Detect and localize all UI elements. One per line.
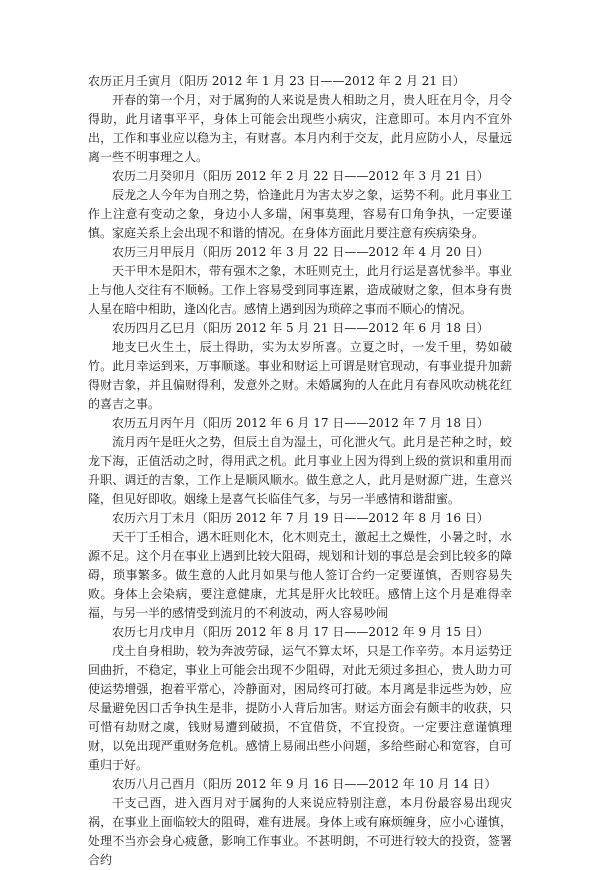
month-paragraph: 开春的第一个月，对于属狗的人来说是贵人相助之月，贵人旺在月令，月令得助，此月诸事平平，身体上可能会出现些小病灾，注意即可。本月内不宜外出，工作和事业应以稳为主，有财喜。本月内利于交友，此月应防小人，尽量远离一些不明事理之人。 (88, 93, 512, 164)
month-paragraph: 戊土自身相助，较为奔波劳碌，运气不算太坏，只是工作辛劳。本月运势迂回曲折，不稳定，事业上可能会出现不少阻碍，对此无须过多担心，贵人助力可使运势增强，抱着平常心，冷静面对，困局终可打破。本月离是非远些为妙，应尽量避免因口舌争执生是非，提防小人背后加害。财运方面会有颇丰的收获，只可惜有劫财之虞，钱财易遭到破损，不宜借贷，不宜投资。一定要注意谨慎理财，以免出现严重财务危机。感情上易闹出些小问题，多给些耐心和宽容，自可重归于好。 (88, 644, 512, 772)
month-paragraph: 天干甲木是阳木，带有强木之象，木旺则克土，此月行运是喜忧参半。事业上与他人交往有不顺畅。工作上容易受到同事连累，造成破财之象，但本身有贵人星在暗中相助，逢凶化吉。感情上遇到因为琐碎之事而不顺心的情况。 (88, 264, 512, 316)
month-paragraph: 流月丙午是旺火之势，但辰土自为湿土，可化泄火气。此月是芒种之时，蛟龙下海，正值活动之时，得用武之机。此月事业上因为得到上级的赏识和重用而升职、调迁的吉象，工作上是顺风顺水。做生意之人，此月是财源广进，生意兴隆，但见好即收。姻缘上是喜气长临佳气多，与另一半感情和谐甜蜜。 (88, 435, 512, 506)
month-section-3 (88, 243, 512, 319)
month-heading: 农历三月甲辰月（阳历 2012 年 3 月 22 日——2012 年 4 月 20 日） (112, 245, 489, 259)
month-section-5 (88, 414, 512, 509)
month-paragraph: 天干丁壬相合，遇木旺则化木，化木则克土，激起土之燥性，小暑之时，水源不足。这个月在事业上遇到比较大阻碍，规划和计划的事总是会到比较多的障碍，琐事繁多。做生意的人此月如果与他人签订合约一定要谨慎，否则容易失败。身体上会染病，要注意健康，尤其是肝火比较旺。感情上这个月是难得幸福，与另一半的感情受到流月的不利波动，两人容易吵闹 (88, 530, 512, 620)
month-paragraph: 干支己酉，进入酉月对于属狗的人来说应特别注意，本月份最容易出现灾祸，在事业上面临较大的阻碍，难有进展。身体上或有麻烦缠身，应小心谨慎，处理不当亦会身心疲惫，影响工作事业。不甚明朗，不可进行较大的投资，签署合约 (88, 796, 512, 867)
month-heading: 农历五月丙午月（阳历 2012 年 6 月 17 日——2012 年 7 月 18 日） (112, 416, 489, 430)
month-section-7 (88, 623, 512, 775)
month-heading: 农历二月癸卯月（阳历 2012 年 2 月 22 日——2012 年 3 月 21 日） (112, 169, 489, 183)
month-section-2 (88, 167, 512, 243)
document-page (88, 72, 512, 870)
month-section-1 (88, 72, 512, 167)
month-section-6 (88, 509, 512, 623)
month-heading: 农历八月己酉月（阳历 2012 年 9 月 16 日——2012 年 10 月 14 日） (112, 777, 497, 791)
month-heading: 农历正月壬寅月（阳历 2012 年 1 月 23 日——2012 年 2 月 21 日） (88, 74, 465, 88)
month-paragraph: 地支巳火生土，辰土得助，实为太岁所喜。立夏之时，一发千里，势如破竹。此月幸运到来，万事顺遂。事业和财运上可谓是财官现动，有事业提升加薪得财吉象，并且偏财得利，发意外之财。未婚属狗的人在此月有春风吹动桃花红的喜吉之事。 (88, 340, 512, 411)
month-heading: 农历七月戊申月（阳历 2012 年 8 月 17 日——2012 年 9 月 15 日） (112, 625, 489, 639)
month-heading: 农历六月丁未月（阳历 2012 年 7 月 19 日——2012 年 8 月 16 日） (112, 511, 489, 525)
month-paragraph: 辰龙之人今年为自刑之势，恰逢此月为害太岁之象，运势不利。此月事业工作上注意有变动之象，身边小人多瑞，闲事莫理，容易有口角争执，一定要谨慎。家庭关系上会出现不和谐的情况。在身体方面此月要注意有疾病染身。 (88, 188, 512, 240)
month-section-4 (88, 319, 512, 414)
month-heading: 农历四月乙巳月（阳历 2012 年 5 月 21 日——2012 年 6 月 18 日） (112, 321, 489, 335)
month-section-8 (88, 775, 512, 870)
